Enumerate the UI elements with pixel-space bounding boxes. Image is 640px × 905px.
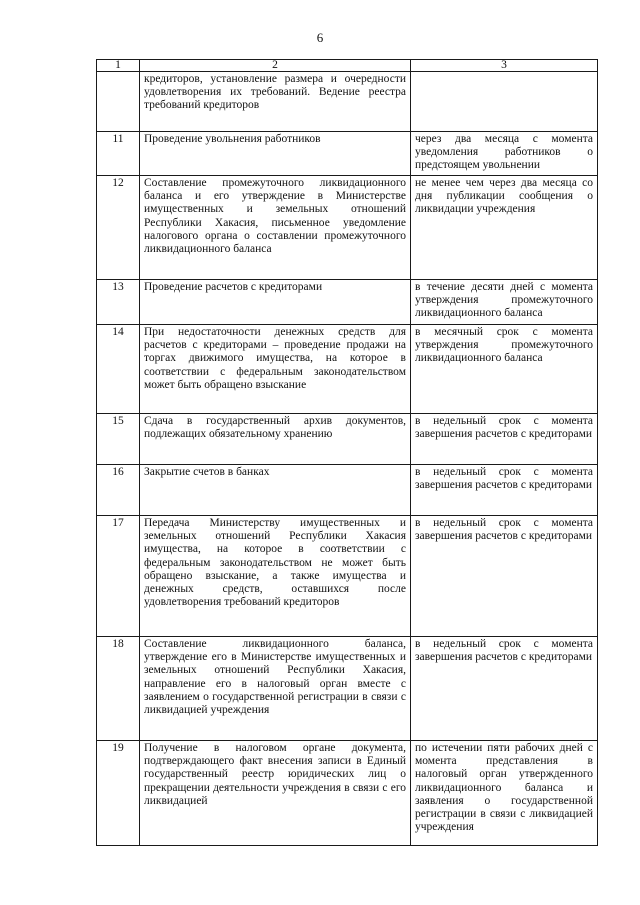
row-term: в течение десяти дней с момента утверждения промежуточного ликвидационного баланса [411, 280, 598, 325]
row-number: 14 [97, 325, 140, 414]
row-action: кредиторов, установление размера и очередности удовлетворения их требований. Ведение реестра требований кредиторов [140, 72, 411, 132]
table-header-row [97, 60, 598, 72]
row-action: Составление ликвидационного баланса, утверждение его в Министерстве имущественных и земельных отношений Республики Хакасия, направление его в налоговый орган вместе с заявлением о государственной регистрации в связи с ликвидацией учреждения [140, 637, 411, 741]
row-term: в недельный срок с момента завершения расчетов с кредиторами [411, 637, 598, 741]
row-number: 15 [97, 414, 140, 465]
row-action: Составление промежуточного ликвидационного баланса и его утверждение в Министерстве имущественных и земельных отношений Республики Хакасия, письменное уведомление налогового органа о составлении промежуточного ликвидационного баланса [140, 176, 411, 280]
table-row [97, 516, 598, 637]
table-row [97, 72, 598, 132]
header-col-3: 3 [411, 60, 598, 72]
table-row [97, 465, 598, 516]
row-action: Проведение увольнения работников [140, 132, 411, 176]
row-action: При недостаточности денежных средств для расчетов с кредиторами – проведение продажи на торгах движимого имущества, на которое в соответствии с федеральным законодательством может быть обращено взыскание [140, 325, 411, 414]
row-term: в недельный срок с момента завершения расчетов с кредиторами [411, 465, 598, 516]
page-number: 6 [316, 30, 324, 45]
row-number: 19 [97, 741, 140, 846]
row-term: по истечении пяти рабочих дней с момента представления в налоговый орган утвержденного ликвидационного баланса и заявления о государственной регистрации в связи с ликвидацией учреждения [411, 741, 598, 846]
row-term: не менее чем через два месяца со дня публикации сообщения о ликвидации учреждения [411, 176, 598, 280]
header-col-2: 2 [140, 60, 411, 72]
row-term: в месячный срок с момента утверждения промежуточного ликвидационного баланса [411, 325, 598, 414]
row-number: 12 [97, 176, 140, 280]
row-action: Получение в налоговом органе документа, подтверждающего факт внесения записи в Единый государственный реестр юридических лиц о прекращении деятельности учреждения в связи с его ликвидацией [140, 741, 411, 846]
table-row [97, 325, 598, 414]
row-action: Проведение расчетов с кредиторами [140, 280, 411, 325]
row-number: 11 [97, 132, 140, 176]
row-term: через два месяца с момента уведомления работников о предстоящем увольнении [411, 132, 598, 176]
row-action: Передача Министерству имущественных и земельных отношений Республики Хакасия имущества, на которое в соответствии с федеральным законодательством не может быть обращено взыскание, а также имущества и денежных средств, оставшихся после удовлетворения требований кредиторов [140, 516, 411, 637]
table-row [97, 280, 598, 325]
row-number: 13 [97, 280, 140, 325]
table-row [97, 741, 598, 846]
table-row [97, 132, 598, 176]
row-term: в недельный срок с момента завершения расчетов с кредиторами [411, 414, 598, 465]
header-col-1: 1 [97, 60, 140, 72]
row-action: Закрытие счетов в банках [140, 465, 411, 516]
row-term [411, 72, 598, 132]
row-action: Сдача в государственный архив документов, подлежащих обязательному хранению [140, 414, 411, 465]
table-row [97, 637, 598, 741]
table-row [97, 414, 598, 465]
table-row [97, 176, 598, 280]
row-term: в недельный срок с момента завершения расчетов с кредиторами [411, 516, 598, 637]
row-number: 18 [97, 637, 140, 741]
liquidation-schedule-table [96, 59, 598, 846]
row-number: 17 [97, 516, 140, 637]
row-number [97, 72, 140, 132]
row-number: 16 [97, 465, 140, 516]
